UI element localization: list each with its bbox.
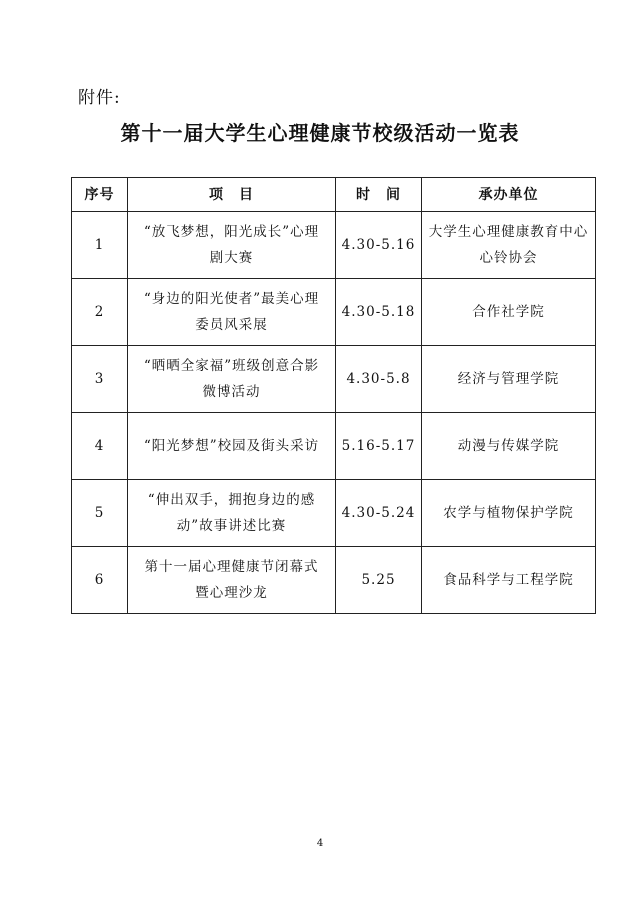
row-number: 4 bbox=[72, 413, 128, 480]
row-item-line: “晒晒全家福”班级创意合影 bbox=[143, 358, 320, 374]
page-title: 第十一届大学生心理健康节校级活动一览表 bbox=[120, 121, 520, 145]
row-item bbox=[128, 212, 336, 279]
row-item-line: 委员风采展 bbox=[195, 317, 268, 333]
table-row bbox=[72, 480, 596, 547]
row-organizer-line: 心铃协会 bbox=[479, 250, 538, 266]
table-row bbox=[72, 279, 596, 346]
row-item-line: “身边的阳光使者”最美心理 bbox=[143, 291, 320, 307]
row-item-line: “伸出双手，拥抱身边的感 bbox=[147, 492, 316, 508]
table-header-row bbox=[72, 178, 596, 212]
column-header-number: 序号 bbox=[72, 178, 128, 212]
table-row bbox=[72, 547, 596, 614]
row-organizer-line: 动漫与传媒学院 bbox=[457, 438, 560, 454]
row-item bbox=[128, 413, 336, 480]
row-organizer bbox=[422, 480, 596, 547]
activity-table bbox=[71, 177, 596, 614]
page-number: 4 bbox=[316, 838, 324, 849]
row-organizer-line: 经济与管理学院 bbox=[457, 371, 560, 387]
row-date: 4.30-5.16 bbox=[336, 212, 422, 279]
row-number: 2 bbox=[72, 279, 128, 346]
column-header-date: 时 间 bbox=[336, 178, 422, 212]
row-item-line: “放飞梦想，阳光成长”心理 bbox=[143, 224, 320, 240]
row-item bbox=[128, 547, 336, 614]
row-organizer bbox=[422, 547, 596, 614]
row-number: 3 bbox=[72, 346, 128, 413]
row-item bbox=[128, 480, 336, 547]
column-header-item: 项 目 bbox=[128, 178, 336, 212]
row-item-line: 微博活动 bbox=[202, 384, 261, 400]
row-date: 4.30-5.24 bbox=[336, 480, 422, 547]
row-item bbox=[128, 279, 336, 346]
row-date: 5.16-5.17 bbox=[336, 413, 422, 480]
row-organizer bbox=[422, 279, 596, 346]
row-item-line: “阳光梦想”校园及街头采访 bbox=[143, 438, 320, 454]
row-organizer-line: 食品科学与工程学院 bbox=[443, 572, 574, 588]
row-organizer-line: 农学与植物保护学院 bbox=[443, 505, 574, 521]
row-item-line: 动”故事讲述比赛 bbox=[176, 518, 287, 534]
row-item bbox=[128, 346, 336, 413]
row-date: 4.30-5.8 bbox=[336, 346, 422, 413]
row-item-line: 剧大赛 bbox=[209, 250, 254, 266]
row-number: 1 bbox=[72, 212, 128, 279]
row-item-line: 暨心理沙龙 bbox=[195, 585, 268, 601]
row-number: 5 bbox=[72, 480, 128, 547]
table-row bbox=[72, 346, 596, 413]
row-organizer-line: 大学生心理健康教育中心 bbox=[428, 224, 589, 240]
table-row bbox=[72, 413, 596, 480]
row-organizer bbox=[422, 346, 596, 413]
row-organizer-line: 合作社学院 bbox=[472, 304, 545, 320]
row-organizer bbox=[422, 212, 596, 279]
column-header-organizer: 承办单位 bbox=[422, 178, 596, 212]
attachment-label: 附件: bbox=[78, 88, 121, 108]
row-organizer bbox=[422, 413, 596, 480]
row-date: 4.30-5.18 bbox=[336, 279, 422, 346]
row-item-line: 第十一届心理健康节闭幕式 bbox=[144, 559, 319, 575]
table-body bbox=[72, 212, 596, 614]
row-date: 5.25 bbox=[336, 547, 422, 614]
table-row bbox=[72, 212, 596, 279]
row-number: 6 bbox=[72, 547, 128, 614]
